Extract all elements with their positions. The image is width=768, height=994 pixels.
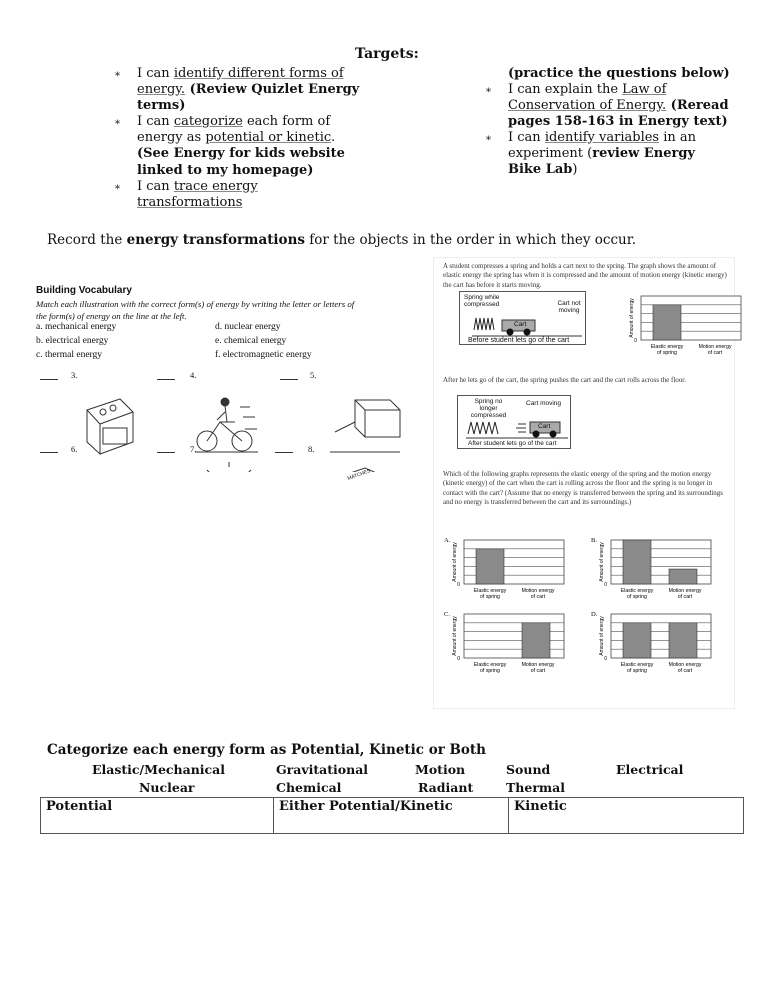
toaster-icon <box>330 400 400 452</box>
bar-chart-A <box>442 534 577 606</box>
underlined-text: identify different forms of energy. <box>137 66 344 98</box>
bicycle-rider-icon <box>195 398 258 452</box>
record-instruction <box>47 232 636 248</box>
x-tick-label: of cart <box>707 350 723 356</box>
spring-cart-figure <box>433 257 735 709</box>
building-vocabulary-figure <box>5 272 415 482</box>
categorize-table <box>40 797 744 834</box>
bold-text: (Review Quizlet Energy terms) <box>137 82 360 114</box>
option: b. electrical energy <box>36 336 109 346</box>
question-text: Which of the following graphs represents the elastic energy of the spring and the motion energy (kinetic energy) of the cart when the cart is rolling across the floor and the spring is no longer in contact with the cart? (Assume that no energy is transferred between the spring and its surroundings and no energy is transferred between the cart and its surroundings.) <box>443 470 723 506</box>
x-tick-label: Motion energy <box>698 344 732 350</box>
x-tick-label: Motion energy <box>521 662 555 668</box>
x-tick-label: Motion energy <box>668 662 702 668</box>
x-tick-label: Elastic energy <box>620 588 654 594</box>
cart-label: Cart <box>514 321 527 328</box>
y-tick-label: 0 <box>604 656 607 662</box>
option: c. thermal energy <box>36 350 103 360</box>
text: for the objects in the order in which they occur. <box>304 232 637 248</box>
bullet: * <box>115 71 120 82</box>
bullet: * <box>486 135 491 146</box>
vocab-illustrations <box>5 272 415 472</box>
y-axis-label: Amount of energy <box>599 542 605 582</box>
bar-motion <box>669 623 697 658</box>
x-tick-label: of cart <box>677 594 693 600</box>
underlined-text: potential or kinetic <box>205 130 332 146</box>
text: each form of energy as <box>137 114 331 146</box>
underlined-text: identify variables <box>544 130 660 145</box>
bullet: * <box>115 184 120 195</box>
energy-form: Thermal <box>506 780 566 795</box>
y-axis-label: Amount of energy <box>629 298 635 338</box>
item-number: 7. <box>190 444 197 454</box>
energy-form: Gravitational <box>276 762 369 777</box>
bold-text: (See Energy for kids website linked to my homepage) <box>137 146 345 178</box>
energy-form: Electrical <box>616 762 684 777</box>
chart-label: B. <box>591 537 597 544</box>
target-item <box>137 179 367 211</box>
categorize-title: Categorize each energy form as Potential, Kinetic or Both <box>47 742 486 758</box>
bold-text: energy transformations <box>126 232 305 248</box>
text: Record the <box>47 232 127 248</box>
energy-form: Radiant <box>418 780 474 795</box>
stove-icon <box>87 399 133 454</box>
text: . <box>331 130 336 146</box>
y-tick-label: 0 <box>457 656 460 662</box>
x-tick-label: of cart <box>530 668 546 674</box>
energy-form: Elastic/Mechanical <box>92 762 225 777</box>
x-tick-label: Elastic energy <box>650 344 684 350</box>
targets-title: Targets: <box>355 46 419 62</box>
chart-label: C. <box>444 611 450 618</box>
bar-elastic <box>623 623 651 658</box>
x-tick-label: of cart <box>677 668 693 674</box>
underlined-text: categorize <box>173 114 243 129</box>
text: I can explain the <box>508 82 623 97</box>
energy-form: Nuclear <box>139 780 195 795</box>
bar-motion <box>669 569 697 584</box>
target-item <box>137 66 367 115</box>
target-continuation: (practice the questions below) <box>508 66 730 81</box>
text: I can <box>508 130 545 145</box>
x-tick-label: Motion energy <box>521 588 555 594</box>
energy-form: Motion <box>415 762 466 777</box>
spring-label: Spring while compressed <box>464 294 500 308</box>
either-column[interactable]: Either Potential/Kinetic <box>274 798 509 834</box>
energy-form: Chemical <box>276 780 342 795</box>
option: e. chemical energy <box>215 336 287 346</box>
before-caption: Before student lets go of the cart <box>468 337 570 344</box>
cart-state-label: Cart moving <box>526 400 562 407</box>
bold-text: (Reread pages 158-163 in Energy text) <box>508 98 729 130</box>
bar-chart-C <box>442 608 577 680</box>
x-tick-label: Elastic energy <box>473 662 507 668</box>
before-diagram <box>459 291 586 345</box>
option: a. mechanical energy <box>36 322 117 332</box>
chart-label: A. <box>444 537 451 544</box>
bar-elastic <box>623 540 651 584</box>
text: in an experiment ( <box>508 130 697 162</box>
y-tick-label: 0 <box>604 582 607 588</box>
spring-intro: A student compresses a spring and holds a cart next to the spring. The graph shows the amount of elastic energy the spring has when it is compressed and the amount of motion energy (kinetic energy) the cart has before it starts moving. <box>443 262 727 289</box>
x-tick-label: of cart <box>530 594 546 600</box>
potential-column[interactable]: Potential <box>41 798 274 834</box>
text: I can <box>137 114 174 129</box>
matches-label: MATCHES <box>346 468 372 482</box>
vocab-instructions: Match each illustration with the correct form(s) of energy by writing the letter or letters of the form(s) of energy on the line at the left. <box>36 299 355 321</box>
kinetic-column[interactable]: Kinetic <box>509 798 744 834</box>
cart-state-label: Cart not moving <box>557 300 581 314</box>
after-diagram <box>457 395 571 449</box>
x-tick-label: Elastic energy <box>473 588 507 594</box>
text: ) <box>572 162 578 178</box>
energy-form: Sound <box>506 762 551 777</box>
x-tick-label: of spring <box>657 350 677 356</box>
after-caption: After student lets go of the cart <box>468 440 557 447</box>
bar-chart-B <box>589 534 724 606</box>
bar-elastic <box>653 305 681 340</box>
x-tick-label: Motion energy <box>668 588 702 594</box>
item-number: 5. <box>310 370 317 380</box>
x-tick-label: of spring <box>480 594 500 600</box>
chart-label: D. <box>591 611 598 618</box>
underlined-text: Law of Conservation of Energy. <box>508 82 667 114</box>
y-axis-label: Amount of energy <box>452 542 458 582</box>
bar-motion <box>522 623 550 658</box>
y-tick-label: 0 <box>634 338 637 344</box>
vocab-heading: Building Vocabulary <box>36 285 132 296</box>
x-tick-label: of spring <box>627 668 647 674</box>
after-text: After he lets go of the cart, the spring pushes the cart and the cart rolls across the floor. <box>443 376 686 384</box>
option: f. electromagnetic energy <box>215 350 312 360</box>
item-number: 6. <box>71 444 78 454</box>
x-tick-label: of spring <box>480 668 500 674</box>
target-item <box>508 82 738 131</box>
bar-chart-initial <box>619 290 754 362</box>
option: d. nuclear energy <box>215 322 281 332</box>
cart-label: Cart <box>538 423 551 430</box>
sun-icon <box>199 462 259 472</box>
spring-label: Spring no longer compressed <box>470 398 507 419</box>
bullet: * <box>115 119 120 130</box>
target-item <box>508 130 723 179</box>
item-number: 8. <box>308 444 315 454</box>
y-axis-label: Amount of energy <box>599 616 605 656</box>
y-axis-label: Amount of energy <box>452 616 458 656</box>
text: I can <box>137 66 174 81</box>
x-tick-label: of spring <box>627 594 647 600</box>
target-item <box>137 114 362 179</box>
y-tick-label: 0 <box>457 582 460 588</box>
bold-text: review Energy Bike Lab <box>508 146 695 178</box>
x-tick-label: Elastic energy <box>620 662 654 668</box>
underlined-text: trace energy transformations <box>137 179 258 211</box>
item-number: 3. <box>71 370 78 380</box>
bar-chart-D <box>589 608 724 680</box>
bullet: * <box>486 87 491 98</box>
bar-elastic <box>476 549 504 584</box>
text: I can <box>137 179 174 194</box>
item-number: 4. <box>190 370 197 380</box>
